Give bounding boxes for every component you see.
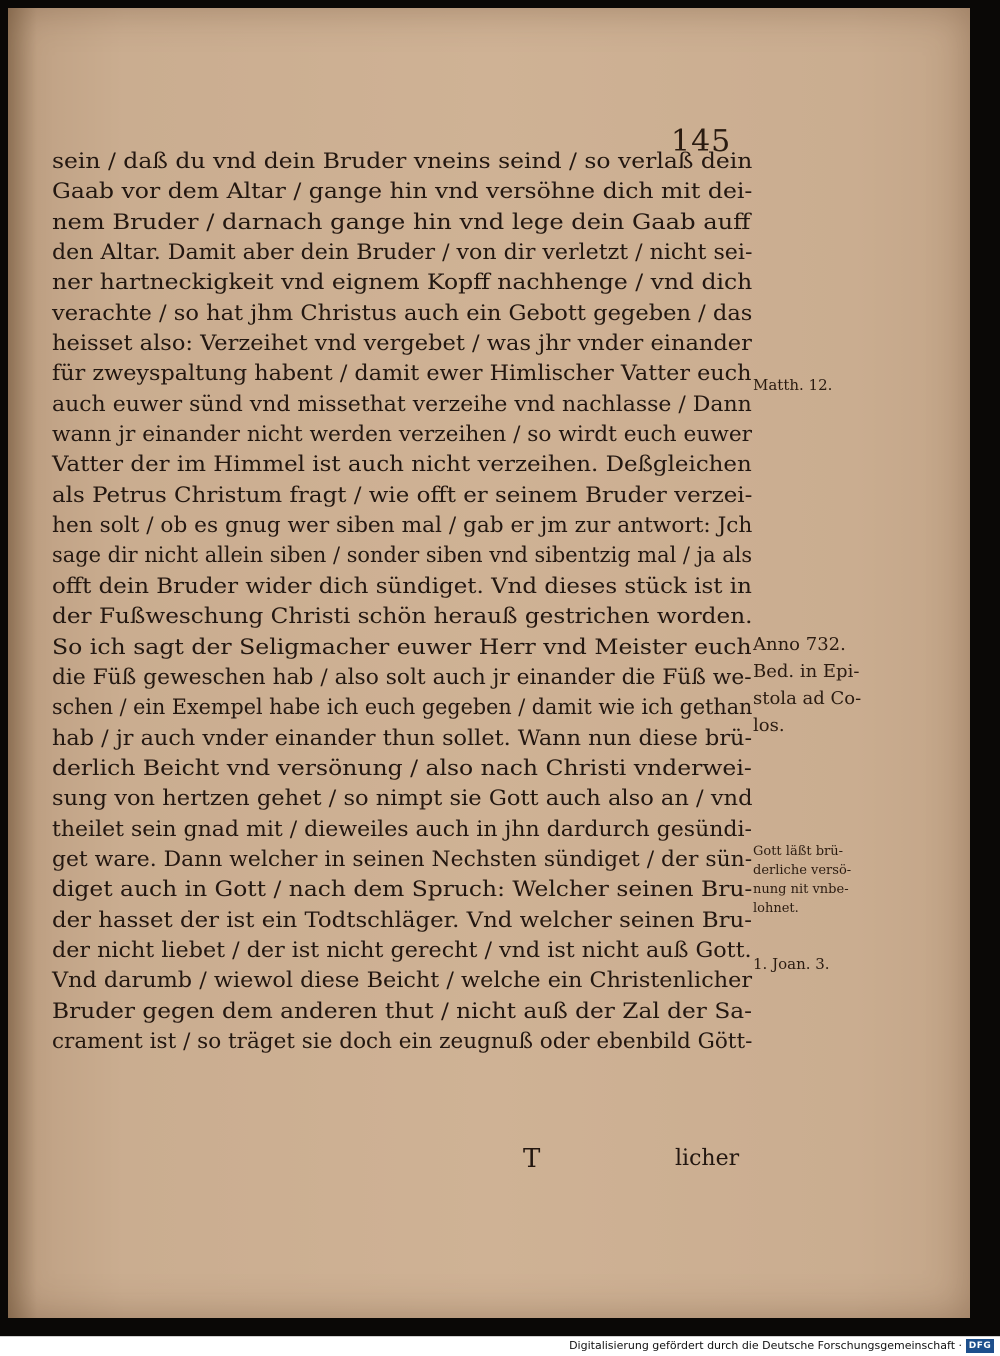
book-page [8,8,970,1318]
text-line: hen solt / ob es gnug wer siben mal / gab er jm zur antwort: Jch [52,513,753,538]
margin-note-line: Anno 732. [753,634,846,655]
text-line: sage dir nicht allein siben / sonder siben vnd sibentzig mal / ja als [52,543,753,568]
text-line: Vnd darumb / wiewol diese Beicht / welche ein Christenlicher [52,968,752,993]
text-line: offt dein Bruder wider dich sündiget. Vnd dieses stück ist in [52,573,752,598]
text-line: So ich sagt der Seligmacher euwer Herr vnd Meister euch [52,634,752,659]
margin-note-joan: 1. Joan. 3. [753,955,830,973]
margin-note-line: los. [753,715,785,736]
text-line: schen / ein Exempel habe ich euch gegeben / damit wie ich gethan [52,695,753,720]
text-line: nem Bruder / darnach gange hin vnd lege dein Gaab auff [52,209,751,234]
margin-note-line: derliche versö- [753,863,852,878]
text-line: crament ist / so träget sie doch ein zeugnuß oder ebenbild Gött- [52,1028,753,1053]
text-line: diget auch in Gott / nach dem Spruch: Welcher seinen Bru- [52,877,753,902]
catchword: licher [675,1146,740,1171]
footer-bar [0,1336,1000,1356]
margin-note-line: nung nit vnbe- [753,882,849,897]
text-line: der nicht liebet / der ist nicht gerecht / vnd ist nicht auß Gott. [52,937,752,962]
text-line: wann jr einander nicht werden verzeihen / so wirdt euch euwer [52,422,753,447]
text-line: Gaab vor dem Altar / gange hin vnd versöhne dich mit dei- [52,179,753,204]
page-number: 145 [671,124,732,159]
margin-note-line: stola ad Co- [753,688,862,709]
main-text [52,146,752,1056]
signature-mark: T [523,1144,541,1174]
funding-notice: Digitalisierung gefördert durch die Deutsche Forschungsgemeinschaft · [569,1339,962,1352]
text-line: als Petrus Christum fragt / wie offt er seinem Bruder verzei- [52,482,753,507]
margin-note-gott [753,842,865,918]
margin-note-line: lohnet. [753,901,799,916]
text-line: get ware. Dann welcher in seinen Nechsten sündiget / der sün- [52,846,753,871]
text-line: den Altar. Damit aber dein Bruder / von dir verletzt / nicht sei- [52,240,753,265]
text-line: der hasset der ist ein Todtschläger. Vnd welcher seinen Bru- [52,907,752,932]
text-line: hab / jr auch vnder einander thun sollet. Wann nun diese brü- [52,725,752,750]
text-line: auch euwer sünd vnd missethat verzeihe vnd nachlasse / Dann [52,391,752,416]
text-line: heisset also: Verzeihet vnd vergebet / was jhr vnder einander [52,331,752,356]
text-line: der Fußweschung Christi schön herauß gestrichen worden. [52,604,753,629]
text-line: die Füß geweschen hab / also solt auch jr einander die Füß we- [52,664,752,689]
text-line: ner hartneckigkeit vnd eignem Kopff nachhenge / vnd dich [52,270,753,295]
margin-note-line: Gott läßt brü- [753,844,844,859]
dfg-logo-icon: DFG [966,1339,994,1353]
text-line: theilet sein gnad mit / dieweiles auch in jhn dardurch gesündi- [52,816,752,841]
margin-note-line: Bed. in Epi- [753,661,860,682]
text-line: derlich Beicht vnd versönung / also nach Christi vnderwei- [52,755,752,780]
text-line: Bruder gegen dem anderen thut / nicht auß der Zal der Sa- [52,998,752,1023]
text-line: verachte / so hat jhm Christus auch ein Gebott gegeben / das [52,300,753,325]
text-line: für zweyspaltung habent / damit ewer Himlischer Vatter euch [52,361,752,386]
text-line: sein / daß du vnd dein Bruder vneins seind / so verlaß dein [52,149,753,173]
margin-note-matth: Matth. 12. [753,376,833,394]
text-line: sung von hertzen gehet / so nimpt sie Gott auch also an / vnd [52,786,753,811]
text-line: Vatter der im Himmel ist auch nicht verzeihen. Deßgleichen [52,452,752,477]
margin-note-anno [753,631,865,739]
